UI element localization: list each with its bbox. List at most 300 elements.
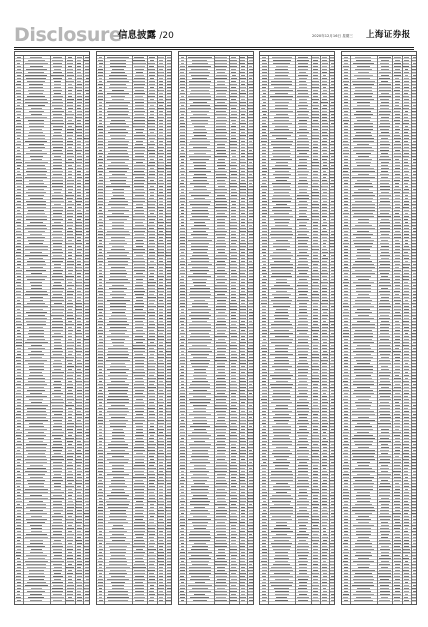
table-cell (381, 297, 389, 298)
table-cell (395, 132, 399, 133)
table-cell (216, 90, 227, 91)
table-cell (77, 531, 81, 532)
table-cell (76, 126, 82, 127)
table-cell (413, 105, 416, 106)
table-cell (231, 486, 236, 487)
table-cell (230, 426, 237, 427)
table-cell (354, 192, 373, 193)
table-cell (413, 99, 417, 100)
table-cell (167, 294, 171, 295)
table-cell (149, 360, 154, 361)
table-cell (98, 348, 103, 349)
table-cell (53, 126, 63, 127)
table-cell (217, 102, 225, 103)
table-cell (218, 549, 225, 550)
table-cell (66, 405, 73, 406)
table-cell (134, 93, 145, 94)
table-cell (30, 156, 43, 157)
table-cell (330, 105, 335, 106)
table-cell (77, 588, 82, 589)
table-cell (322, 252, 328, 253)
table-cell (134, 291, 145, 292)
table-cell (28, 135, 45, 136)
table-cell (85, 198, 90, 199)
table-cell (99, 501, 103, 502)
table-cell (68, 240, 72, 241)
table-cell (53, 243, 63, 244)
table-cell (380, 249, 389, 250)
table-cell (231, 537, 236, 538)
table-cell (26, 534, 47, 535)
table-cell (395, 255, 400, 256)
table-cell (322, 489, 327, 490)
table-cell (149, 534, 154, 535)
table-cell (28, 210, 44, 211)
table-cell (77, 156, 82, 157)
table-cell (379, 306, 391, 307)
table-cell (27, 522, 45, 523)
table-cell (134, 483, 144, 484)
table-cell (217, 261, 225, 262)
table-cell (180, 102, 185, 103)
table-cell (330, 315, 335, 316)
table-cell (192, 381, 208, 382)
table-cell (381, 168, 389, 169)
table-cell (167, 315, 172, 316)
table-cell (158, 402, 164, 403)
table-cell (248, 195, 253, 196)
table-cell (274, 219, 290, 220)
table-cell (343, 153, 348, 154)
table-cell (167, 153, 171, 154)
table-cell (240, 465, 246, 466)
table-cell (249, 315, 253, 316)
table-cell (52, 528, 63, 529)
table-cell (17, 303, 21, 304)
table-cell (158, 555, 163, 556)
table-cell (110, 150, 127, 151)
table-cell (85, 426, 90, 427)
table-cell (76, 285, 82, 286)
table-cell (85, 216, 88, 217)
table-cell (110, 270, 125, 271)
table-cell (68, 420, 73, 421)
table-cell (412, 255, 417, 256)
table-cell (159, 417, 164, 418)
table-cell (167, 84, 171, 85)
table-cell (313, 405, 317, 406)
table-cell (110, 60, 126, 61)
table-cell (159, 360, 163, 361)
table-cell (353, 306, 374, 307)
table-cell (344, 246, 348, 247)
table-cell (99, 81, 103, 82)
table-cell (270, 96, 293, 97)
table-cell (241, 528, 245, 529)
table-cell (322, 288, 327, 289)
table-cell (404, 246, 409, 247)
table-cell (149, 255, 155, 256)
table-cell (85, 444, 89, 445)
table-cell (249, 252, 254, 253)
table-cell (357, 105, 371, 106)
table-cell (149, 333, 155, 334)
table-cell (276, 204, 287, 205)
table-cell (54, 81, 62, 82)
table-cell (52, 324, 63, 325)
table-cell (249, 294, 252, 295)
table-cell (248, 84, 253, 85)
table-cell (330, 369, 335, 370)
table-cell (231, 399, 235, 400)
table-cell (355, 159, 372, 160)
table-cell (25, 141, 47, 142)
table-cell (217, 351, 226, 352)
table-cell (85, 120, 90, 121)
table-cell (354, 333, 372, 334)
table-cell (17, 504, 20, 505)
table-cell (249, 459, 253, 460)
table-cell (113, 189, 124, 190)
table-cell (17, 567, 21, 568)
table-cell (249, 135, 253, 136)
table-cell (313, 201, 318, 202)
table-cell (17, 201, 21, 202)
table-cell (98, 468, 103, 469)
table-cell (215, 573, 227, 574)
table-cell (331, 297, 335, 298)
table-cell (248, 594, 254, 595)
table-cell (405, 195, 409, 196)
table-cell (67, 132, 72, 133)
table-cell (17, 564, 21, 565)
table-cell (77, 393, 82, 394)
table-cell (262, 540, 266, 541)
table-cell (231, 564, 237, 565)
table-cell (68, 126, 73, 127)
table-cell (28, 90, 44, 91)
table-cell (322, 183, 328, 184)
table-cell (323, 222, 327, 223)
table-cell (134, 87, 144, 88)
table-cell (262, 414, 266, 415)
table-cell (135, 69, 144, 70)
table-cell (322, 207, 327, 208)
table-cell (313, 174, 318, 175)
table-cell (86, 336, 89, 337)
table-cell (193, 180, 207, 181)
table-cell (99, 216, 103, 217)
table-cell (158, 363, 164, 364)
table-cell (180, 81, 184, 82)
table-cell (53, 420, 61, 421)
table-cell (17, 171, 20, 172)
table-cell (354, 243, 373, 244)
table-cell (167, 558, 172, 559)
table-cell (180, 123, 185, 124)
table-cell (275, 312, 288, 313)
table-cell (270, 513, 293, 514)
table-cell (159, 192, 163, 193)
table-cell (216, 525, 226, 526)
table-cell (107, 117, 130, 118)
table-cell (352, 195, 375, 196)
table-cell (17, 96, 21, 97)
table-cell (25, 429, 47, 430)
table-cell (249, 564, 252, 565)
table-cell (322, 111, 326, 112)
table-cell (412, 240, 417, 241)
table-cell (192, 210, 208, 211)
table-cell (248, 360, 253, 361)
table-cell (218, 252, 225, 253)
table-cell (85, 318, 89, 319)
table-cell (192, 279, 207, 280)
table-cell (85, 468, 90, 469)
table-cell (166, 264, 171, 265)
table-cell (27, 504, 46, 505)
table-cell (85, 507, 89, 508)
table-cell (231, 531, 236, 532)
table-cell (158, 423, 164, 424)
table-cell (404, 165, 409, 166)
table-cell (330, 582, 336, 583)
table-cell (167, 309, 172, 310)
table-cell (249, 75, 253, 76)
table-cell (299, 81, 306, 82)
table-cell (331, 309, 335, 310)
table-cell (158, 162, 164, 163)
table-cell (149, 162, 155, 163)
table-cell (180, 237, 186, 238)
table-cell (313, 510, 317, 511)
table-cell (331, 522, 335, 523)
table-cell (262, 534, 267, 535)
table-cell (134, 486, 145, 487)
table-cell (29, 366, 44, 367)
table-cell (25, 255, 48, 256)
table-cell (395, 186, 399, 187)
table-cell (312, 195, 318, 196)
table-cell (98, 84, 103, 85)
table-cell (134, 351, 146, 352)
table-cell (299, 429, 307, 430)
table-cell (217, 225, 226, 226)
table-cell (193, 237, 206, 238)
table-cell (85, 291, 90, 292)
table-cell (298, 354, 307, 355)
table-cell (274, 213, 289, 214)
table-cell (167, 246, 171, 247)
table-cell (135, 114, 144, 115)
table-cell (189, 567, 211, 568)
table-cell (230, 435, 236, 436)
table-cell (191, 486, 209, 487)
table-cell (216, 399, 225, 400)
table-cell (112, 435, 125, 436)
table-cell (412, 156, 417, 157)
table-cell (108, 165, 128, 166)
table-cell (298, 384, 308, 385)
table-cell (149, 384, 154, 385)
table-cell (167, 243, 170, 244)
table-cell (30, 477, 43, 478)
table-cell (166, 387, 171, 388)
table-cell (53, 534, 61, 535)
table-cell (249, 363, 254, 364)
table-cell (412, 339, 416, 340)
table-cell (322, 63, 328, 64)
table-cell (240, 483, 246, 484)
table-cell (134, 276, 145, 277)
table-cell (150, 354, 155, 355)
table-cell (77, 207, 82, 208)
table-cell (330, 198, 335, 199)
table-cell (215, 426, 227, 427)
table-cell (331, 291, 334, 292)
table-cell (135, 189, 145, 190)
table-cell (230, 360, 237, 361)
table-cell (180, 441, 184, 442)
table-cell (215, 336, 227, 337)
table-cell (68, 471, 73, 472)
table-cell (330, 285, 334, 286)
table-cell (249, 426, 252, 427)
table-cell (85, 258, 89, 259)
table-cell (217, 180, 224, 181)
table-cell (135, 213, 144, 214)
table-cell (231, 216, 236, 217)
table-cell (188, 585, 211, 586)
table-cell (86, 429, 89, 430)
table-cell (136, 549, 143, 550)
table-cell (180, 552, 185, 553)
table-cell (134, 525, 144, 526)
table-cell (76, 480, 82, 481)
table-cell (217, 354, 225, 355)
table-cell (68, 165, 73, 166)
table-cell (298, 378, 309, 379)
table-cell (262, 162, 265, 163)
table-cell (135, 195, 145, 196)
table-cell (85, 129, 89, 130)
table-cell (86, 477, 89, 478)
table-cell (86, 78, 89, 79)
table-cell (395, 87, 400, 88)
table-cell (134, 585, 144, 586)
table-cell (216, 387, 227, 388)
table-cell (231, 210, 237, 211)
table-cell (403, 264, 409, 265)
table-cell (16, 393, 21, 394)
table-cell (133, 261, 145, 262)
table-cell (394, 135, 400, 136)
table-cell (77, 60, 81, 61)
table-cell (230, 588, 237, 589)
table-cell (231, 498, 237, 499)
table-cell (330, 120, 334, 121)
table-cell (193, 474, 206, 475)
table-cell (150, 87, 155, 88)
table-cell (331, 588, 335, 589)
table-cell (298, 543, 308, 544)
table-cell (404, 318, 409, 319)
table-cell (180, 273, 185, 274)
table-cell (77, 69, 81, 70)
table-cell (159, 177, 163, 178)
table-cell (404, 159, 408, 160)
table-cell (276, 114, 288, 115)
table-cell (167, 159, 172, 160)
table-cell (357, 120, 369, 121)
table-cell (77, 405, 82, 406)
table-cell (85, 498, 89, 499)
table-cell (167, 468, 172, 469)
table-cell (110, 309, 126, 310)
table-cell (230, 552, 237, 553)
table-cell (297, 444, 309, 445)
table-cell (248, 414, 253, 415)
table-cell (403, 255, 409, 256)
table-cell (158, 369, 163, 370)
table-cell (16, 345, 22, 346)
table-cell (159, 213, 163, 214)
table-cell (76, 501, 82, 502)
table-cell (313, 120, 318, 121)
table-cell (180, 138, 185, 139)
table-cell (27, 168, 46, 169)
table-cell (297, 327, 308, 328)
table-cell (159, 414, 163, 415)
table-cell (230, 582, 237, 583)
table-cell (395, 345, 400, 346)
table-cell (181, 582, 184, 583)
table-cell (231, 528, 236, 529)
table-cell (134, 447, 144, 448)
table-cell (191, 312, 209, 313)
table-cell (298, 369, 309, 370)
table-cell (180, 216, 184, 217)
table-cell (344, 345, 349, 346)
table-cell (403, 267, 409, 268)
table-cell (344, 258, 348, 259)
table-cell (313, 129, 318, 130)
table-cell (98, 255, 102, 256)
table-cell (67, 105, 74, 106)
table-cell (159, 546, 163, 547)
table-cell (380, 105, 389, 106)
table-cell (108, 591, 128, 592)
table-rows (342, 56, 416, 604)
table-cell (299, 159, 307, 160)
table-cell (159, 468, 164, 469)
table-cell (67, 72, 73, 73)
table-cell (189, 87, 210, 88)
table-cell (167, 429, 171, 430)
table-cell (136, 432, 143, 433)
table-cell (249, 174, 252, 175)
table-cell (148, 363, 155, 364)
table-cell (394, 234, 401, 235)
table-cell (262, 279, 267, 280)
table-cell (28, 558, 45, 559)
table-cell (355, 69, 371, 70)
table-cell (230, 549, 237, 550)
table-cell (167, 588, 171, 589)
table-cell (215, 468, 227, 469)
table-cell (271, 276, 292, 277)
table-cell (77, 465, 82, 466)
